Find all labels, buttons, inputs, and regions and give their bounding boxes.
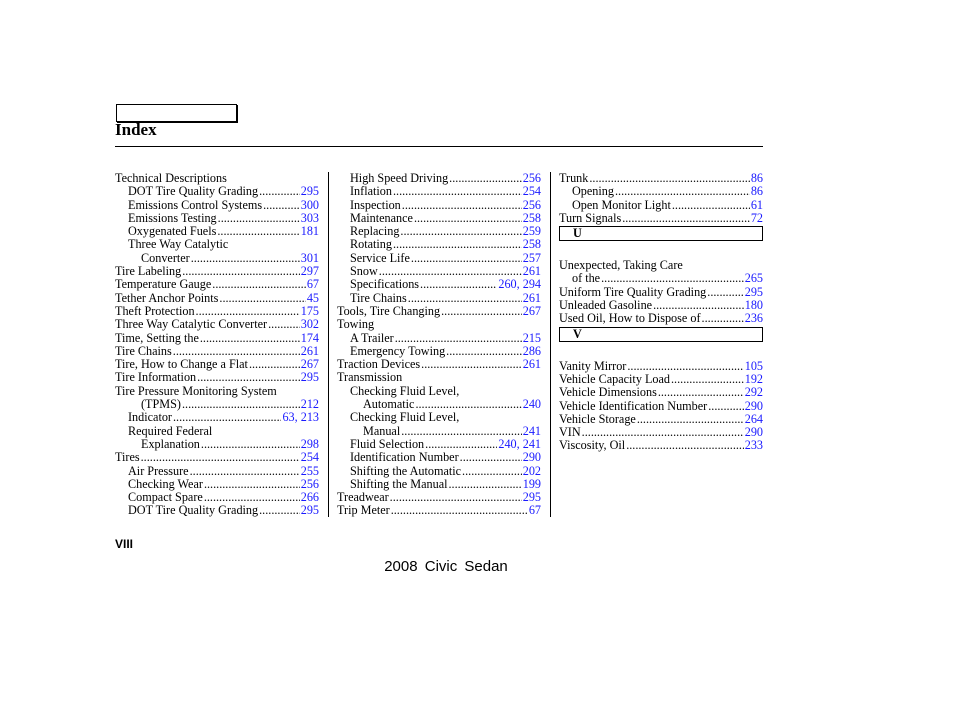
page-reference-link[interactable]: 286 bbox=[522, 343, 541, 358]
entry-term: Replacing bbox=[350, 224, 400, 239]
index-entry[interactable] bbox=[115, 504, 319, 517]
dot-leader bbox=[390, 491, 522, 504]
index-entry[interactable] bbox=[115, 371, 319, 384]
dot-leader bbox=[653, 299, 744, 312]
page-reference-link[interactable]: 295 bbox=[300, 184, 319, 199]
entry-term: Rotating bbox=[350, 237, 392, 252]
dot-leader bbox=[173, 411, 281, 424]
index-column-2 bbox=[337, 172, 541, 518]
index-entry bbox=[337, 318, 541, 331]
dot-leader bbox=[268, 318, 300, 331]
dot-leader bbox=[411, 252, 522, 265]
dot-leader bbox=[393, 238, 522, 251]
index-entry[interactable] bbox=[115, 478, 319, 491]
index-entry bbox=[115, 238, 319, 251]
page-reference-link[interactable]: 254 bbox=[522, 184, 541, 199]
column-divider bbox=[328, 172, 329, 517]
page-reference-link[interactable]: 181 bbox=[300, 224, 319, 239]
index-entry[interactable] bbox=[115, 398, 319, 411]
dot-leader bbox=[408, 292, 522, 305]
index-entry[interactable] bbox=[337, 292, 541, 305]
page-reference-link[interactable]: 265 bbox=[744, 271, 763, 286]
entry-term: Vehicle Dimensions bbox=[559, 385, 657, 400]
entry-term: Three Way Catalytic Converter bbox=[115, 317, 268, 332]
entry-term: Shifting the Automatic bbox=[350, 463, 462, 478]
dot-leader bbox=[460, 451, 522, 464]
index-entry[interactable] bbox=[337, 332, 541, 345]
dot-leader bbox=[249, 358, 300, 371]
index-entry[interactable] bbox=[337, 225, 541, 238]
index-entry[interactable] bbox=[559, 360, 763, 373]
index-entry[interactable] bbox=[559, 439, 763, 452]
index-entry[interactable] bbox=[337, 425, 541, 438]
entry-term: Tire Information bbox=[115, 370, 197, 385]
page-reference-link[interactable]: 258 bbox=[522, 237, 541, 252]
index-entry bbox=[115, 172, 319, 185]
index-entry[interactable] bbox=[337, 185, 541, 198]
dot-leader bbox=[204, 491, 300, 504]
index-entry[interactable] bbox=[115, 225, 319, 238]
dot-leader bbox=[191, 252, 300, 265]
page-reference-link[interactable]: 175 bbox=[300, 303, 319, 318]
dot-leader bbox=[402, 199, 522, 212]
entry-term: Inspection bbox=[350, 197, 401, 212]
page-reference-link[interactable]: 264 bbox=[744, 411, 763, 426]
index-entry[interactable] bbox=[115, 318, 319, 331]
entry-term: Tire, How to Change a Flat bbox=[115, 357, 248, 372]
page-reference-link[interactable]: 256 bbox=[300, 476, 319, 491]
entry-term: (TPMS) bbox=[141, 397, 181, 412]
page-reference-link[interactable]: 180 bbox=[744, 298, 763, 313]
entry-term: Emissions Control Systems bbox=[128, 197, 263, 212]
entry-term: Explanation bbox=[141, 436, 200, 451]
page-reference-link[interactable]: 105 bbox=[744, 358, 763, 373]
page-reference-link[interactable]: 267 bbox=[522, 303, 541, 318]
dot-leader bbox=[708, 400, 743, 413]
index-column-1 bbox=[115, 172, 319, 518]
dot-leader bbox=[219, 292, 305, 305]
page-reference-link[interactable]: 63, 213 bbox=[282, 410, 319, 425]
index-entry[interactable] bbox=[115, 199, 319, 212]
page-reference-link[interactable]: 298 bbox=[300, 436, 319, 451]
footer-text: 2008 Civic Sedan bbox=[384, 558, 508, 575]
dot-leader bbox=[702, 312, 744, 325]
index-entry[interactable] bbox=[337, 278, 541, 291]
dot-leader bbox=[259, 504, 300, 517]
entry-term: Converter bbox=[141, 250, 190, 265]
dot-leader bbox=[446, 345, 522, 358]
index-entry[interactable] bbox=[559, 373, 763, 386]
page-reference-link[interactable]: 67 bbox=[306, 277, 319, 292]
dot-leader bbox=[259, 185, 300, 198]
page-reference-link[interactable]: 290 bbox=[744, 425, 763, 440]
dot-leader bbox=[671, 373, 744, 386]
index-entry[interactable] bbox=[559, 286, 763, 299]
entry-term: Uniform Tire Quality Grading bbox=[559, 284, 707, 299]
dot-leader bbox=[400, 225, 521, 238]
entry-term: Towing bbox=[337, 317, 375, 332]
index-entry[interactable] bbox=[559, 272, 763, 285]
entry-term: Vehicle Storage bbox=[559, 411, 636, 426]
index-entry[interactable] bbox=[559, 185, 763, 198]
index-entry bbox=[337, 371, 541, 384]
dot-leader bbox=[391, 504, 528, 517]
page-reference-link[interactable]: 303 bbox=[300, 210, 319, 225]
index-entry[interactable] bbox=[115, 265, 319, 278]
index-entry[interactable] bbox=[115, 358, 319, 371]
entry-term: Viscosity, Oil bbox=[559, 438, 626, 453]
index-entry[interactable] bbox=[559, 312, 763, 325]
dot-leader bbox=[672, 199, 750, 212]
dot-leader bbox=[589, 172, 749, 185]
index-entry[interactable] bbox=[115, 411, 319, 424]
dot-leader bbox=[212, 278, 306, 291]
index-entry[interactable] bbox=[559, 400, 763, 413]
header-rule bbox=[115, 146, 763, 147]
entry-term: Tether Anchor Points bbox=[115, 290, 219, 305]
dot-leader bbox=[425, 438, 497, 451]
dot-leader bbox=[462, 465, 522, 478]
entry-term: Required Federal bbox=[128, 423, 213, 438]
dot-leader bbox=[141, 451, 300, 464]
entry-term: Checking Fluid Level, bbox=[350, 410, 460, 425]
page-reference-link[interactable]: 240 bbox=[522, 397, 541, 412]
page-reference-link[interactable]: 295 bbox=[300, 503, 319, 518]
entry-term: High Speed Driving bbox=[350, 171, 449, 185]
entry-term: DOT Tire Quality Grading bbox=[128, 184, 259, 199]
dot-leader bbox=[449, 478, 522, 491]
dot-leader bbox=[218, 212, 300, 225]
dot-leader bbox=[190, 465, 300, 478]
page-reference-link[interactable]: 260, 294 bbox=[498, 277, 541, 292]
index-entry[interactable] bbox=[115, 451, 319, 464]
entry-term: Turn Signals bbox=[559, 210, 622, 225]
entry-term: Tires bbox=[115, 450, 140, 465]
index-entry[interactable] bbox=[115, 332, 319, 345]
entry-term: Unexpected, Taking Care bbox=[559, 258, 683, 273]
entry-term: Checking Wear bbox=[128, 476, 203, 491]
index-entry bbox=[337, 411, 541, 424]
index-entry[interactable] bbox=[337, 478, 541, 491]
index-entry[interactable] bbox=[337, 438, 541, 451]
index-entry bbox=[337, 385, 541, 398]
page-reference-link[interactable]: 259 bbox=[522, 224, 541, 239]
entry-term: Trip Meter bbox=[337, 503, 390, 518]
dot-leader bbox=[615, 185, 750, 198]
entry-term: Vanity Mirror bbox=[559, 358, 627, 373]
page-reference-link[interactable]: 256 bbox=[522, 197, 541, 212]
dot-leader bbox=[637, 413, 744, 426]
index-entry[interactable] bbox=[337, 504, 541, 517]
entry-term: Traction Devices bbox=[337, 357, 421, 372]
dot-leader bbox=[707, 286, 743, 299]
page-reference-link[interactable]: 45 bbox=[306, 290, 319, 305]
dot-leader bbox=[201, 438, 300, 451]
index-entry[interactable] bbox=[337, 358, 541, 371]
page-reference-link[interactable]: 295 bbox=[744, 284, 763, 299]
page-reference-link[interactable]: 255 bbox=[300, 463, 319, 478]
dot-leader bbox=[441, 305, 522, 318]
index-entry bbox=[115, 425, 319, 438]
entry-term: Checking Fluid Level, bbox=[350, 383, 460, 398]
entry-term: Compact Spare bbox=[128, 490, 203, 505]
page-reference-link[interactable]: 256 bbox=[522, 171, 541, 185]
dot-leader bbox=[622, 212, 750, 225]
page-reference-link[interactable]: 212 bbox=[300, 397, 319, 412]
entry-term: Service Life bbox=[350, 250, 410, 265]
entry-term: Emissions Testing bbox=[128, 210, 217, 225]
entry-term: Treadwear bbox=[337, 490, 389, 505]
index-entry[interactable] bbox=[337, 199, 541, 212]
page-reference-link[interactable]: 290 bbox=[522, 450, 541, 465]
entry-term: DOT Tire Quality Grading bbox=[128, 503, 259, 518]
index-entry[interactable] bbox=[559, 299, 763, 312]
entry-term: Tools, Tire Changing bbox=[337, 303, 441, 318]
page-reference-link[interactable]: 302 bbox=[300, 317, 319, 332]
entry-term: Vehicle Capacity Load bbox=[559, 371, 670, 386]
page-reference-link[interactable]: 257 bbox=[522, 250, 541, 265]
entry-term: Time, Setting the bbox=[115, 330, 199, 345]
entry-term: A Trailer bbox=[350, 330, 394, 345]
index-entry[interactable] bbox=[337, 265, 541, 278]
page-number: VIII bbox=[115, 537, 134, 551]
dot-leader bbox=[173, 345, 300, 358]
dot-leader bbox=[204, 478, 300, 491]
dot-leader bbox=[197, 371, 300, 384]
dot-leader bbox=[626, 439, 744, 452]
entry-term: Identification Number bbox=[350, 450, 459, 465]
page-reference-link[interactable]: 61 bbox=[750, 197, 763, 212]
page-reference-link[interactable]: 67 bbox=[528, 503, 541, 518]
index-entry[interactable] bbox=[115, 292, 319, 305]
index-entry[interactable] bbox=[115, 185, 319, 198]
index-entry[interactable] bbox=[337, 345, 541, 358]
dot-leader bbox=[263, 199, 300, 212]
entry-term: Temperature Gauge bbox=[115, 277, 212, 292]
entry-term: Manual bbox=[363, 423, 401, 438]
entry-term: Specifications bbox=[350, 277, 420, 292]
index-column-3 bbox=[559, 172, 763, 453]
entry-term: Three Way Catalytic bbox=[128, 237, 229, 252]
page-reference-link[interactable]: 199 bbox=[522, 476, 541, 491]
dot-leader bbox=[421, 358, 522, 371]
index-entry[interactable] bbox=[337, 238, 541, 251]
entry-term: Vehicle Identification Number bbox=[559, 398, 708, 413]
index-entry[interactable] bbox=[559, 426, 763, 439]
dot-leader bbox=[200, 332, 300, 345]
dot-leader bbox=[415, 398, 521, 411]
page-reference-link[interactable]: 202 bbox=[522, 463, 541, 478]
entry-term: Transmission bbox=[337, 370, 403, 385]
page-reference-link[interactable]: 241 bbox=[522, 423, 541, 438]
page-reference-link[interactable]: 258 bbox=[522, 210, 541, 225]
entry-term: Fluid Selection bbox=[350, 436, 425, 451]
index-entry[interactable] bbox=[559, 413, 763, 426]
index-entry[interactable] bbox=[115, 491, 319, 504]
entry-term: Tire Chains bbox=[115, 343, 172, 358]
entry-term: Opening bbox=[572, 184, 614, 199]
dot-leader bbox=[182, 398, 300, 411]
dot-leader bbox=[449, 172, 522, 185]
index-entry[interactable] bbox=[337, 172, 541, 185]
index-entry[interactable] bbox=[337, 491, 541, 504]
dot-leader bbox=[627, 360, 743, 373]
page-reference-link[interactable]: 233 bbox=[744, 438, 763, 453]
page-reference-link[interactable]: 86 bbox=[750, 171, 763, 185]
entry-term: Tire Chains bbox=[350, 290, 407, 305]
page-reference-link[interactable]: 254 bbox=[300, 450, 319, 465]
dot-leader bbox=[395, 332, 522, 345]
dot-leader bbox=[658, 386, 744, 399]
index-entry[interactable] bbox=[115, 465, 319, 478]
entry-term: of the bbox=[572, 271, 601, 286]
page-reference-link[interactable]: 266 bbox=[300, 490, 319, 505]
dot-leader bbox=[414, 212, 522, 225]
index-entry bbox=[559, 259, 763, 272]
entry-term: Unleaded Gasoline bbox=[559, 298, 653, 313]
entry-term: Snow bbox=[350, 264, 378, 279]
index-entry[interactable] bbox=[337, 451, 541, 464]
index-entry[interactable] bbox=[337, 305, 541, 318]
dot-leader bbox=[182, 265, 299, 278]
entry-term: Maintenance bbox=[350, 210, 413, 225]
index-entry[interactable] bbox=[115, 438, 319, 451]
page-reference-link[interactable]: 292 bbox=[744, 385, 763, 400]
dot-leader bbox=[582, 426, 744, 439]
page-reference-link[interactable]: 236 bbox=[744, 311, 763, 326]
entry-term: Air Pressure bbox=[128, 463, 189, 478]
page-reference-link[interactable]: 215 bbox=[522, 330, 541, 345]
section-header-v: V bbox=[559, 327, 763, 342]
dot-leader bbox=[401, 425, 521, 438]
page-reference-link[interactable]: 295 bbox=[522, 490, 541, 505]
page-reference-link[interactable]: 192 bbox=[744, 371, 763, 386]
entry-term: Emergency Towing bbox=[350, 343, 446, 358]
column-divider bbox=[550, 172, 551, 517]
index-entry bbox=[115, 385, 319, 398]
entry-term: Used Oil, How to Dispose of bbox=[559, 311, 701, 326]
entry-term: Technical Descriptions bbox=[115, 171, 227, 185]
entry-term: Shifting the Manual bbox=[350, 476, 448, 491]
page-reference-link[interactable]: 290 bbox=[744, 398, 763, 413]
index-entry[interactable] bbox=[115, 305, 319, 318]
index-entry[interactable] bbox=[337, 212, 541, 225]
index-entry[interactable] bbox=[337, 465, 541, 478]
index-entry[interactable] bbox=[115, 252, 319, 265]
page-reference-link[interactable]: 301 bbox=[300, 250, 319, 265]
entry-term: Oxygenated Fuels bbox=[128, 224, 217, 239]
page-reference-link[interactable]: 72 bbox=[750, 210, 763, 225]
index-entry[interactable] bbox=[559, 212, 763, 225]
index-entry[interactable] bbox=[559, 172, 763, 185]
page-reference-link[interactable]: 86 bbox=[750, 184, 763, 199]
dot-leader bbox=[601, 272, 744, 285]
entry-term: Inflation bbox=[350, 184, 392, 199]
page-reference-link[interactable]: 261 bbox=[300, 343, 319, 358]
page-reference-link[interactable]: 174 bbox=[300, 330, 319, 345]
index-entry[interactable] bbox=[115, 212, 319, 225]
index-entry[interactable] bbox=[337, 252, 541, 265]
page-reference-link[interactable]: 297 bbox=[300, 264, 319, 279]
dot-leader bbox=[196, 305, 300, 318]
dot-leader bbox=[420, 278, 497, 291]
dot-leader bbox=[217, 225, 299, 238]
entry-term: Theft Protection bbox=[115, 303, 195, 318]
index-entry[interactable] bbox=[559, 386, 763, 399]
page-reference-link[interactable]: 261 bbox=[522, 264, 541, 279]
index-entry[interactable] bbox=[337, 398, 541, 411]
page-title: Index bbox=[115, 120, 157, 139]
entry-term: Tire Pressure Monitoring System bbox=[115, 383, 277, 398]
page-reference-link[interactable]: 261 bbox=[522, 357, 541, 372]
page-reference-link[interactable]: 240, 241 bbox=[498, 436, 541, 451]
page-reference-link[interactable]: 261 bbox=[522, 290, 541, 305]
index-entry[interactable] bbox=[115, 345, 319, 358]
entry-term: Indicator bbox=[128, 410, 172, 425]
index-entry[interactable] bbox=[559, 199, 763, 212]
page-reference-link[interactable]: 295 bbox=[300, 370, 319, 385]
page-reference-link[interactable]: 300 bbox=[300, 197, 319, 212]
section-header-u: U bbox=[559, 226, 763, 241]
page-reference-link[interactable]: 267 bbox=[300, 357, 319, 372]
entry-term: Tire Labeling bbox=[115, 264, 182, 279]
entry-term: VIN bbox=[559, 425, 581, 440]
dot-leader bbox=[379, 265, 522, 278]
entry-term: Open Monitor Light bbox=[572, 197, 671, 212]
entry-term: Trunk bbox=[559, 171, 589, 185]
footer-model bbox=[0, 558, 954, 575]
entry-term: Automatic bbox=[363, 397, 415, 412]
index-entry[interactable] bbox=[115, 278, 319, 291]
dot-leader bbox=[393, 185, 522, 198]
